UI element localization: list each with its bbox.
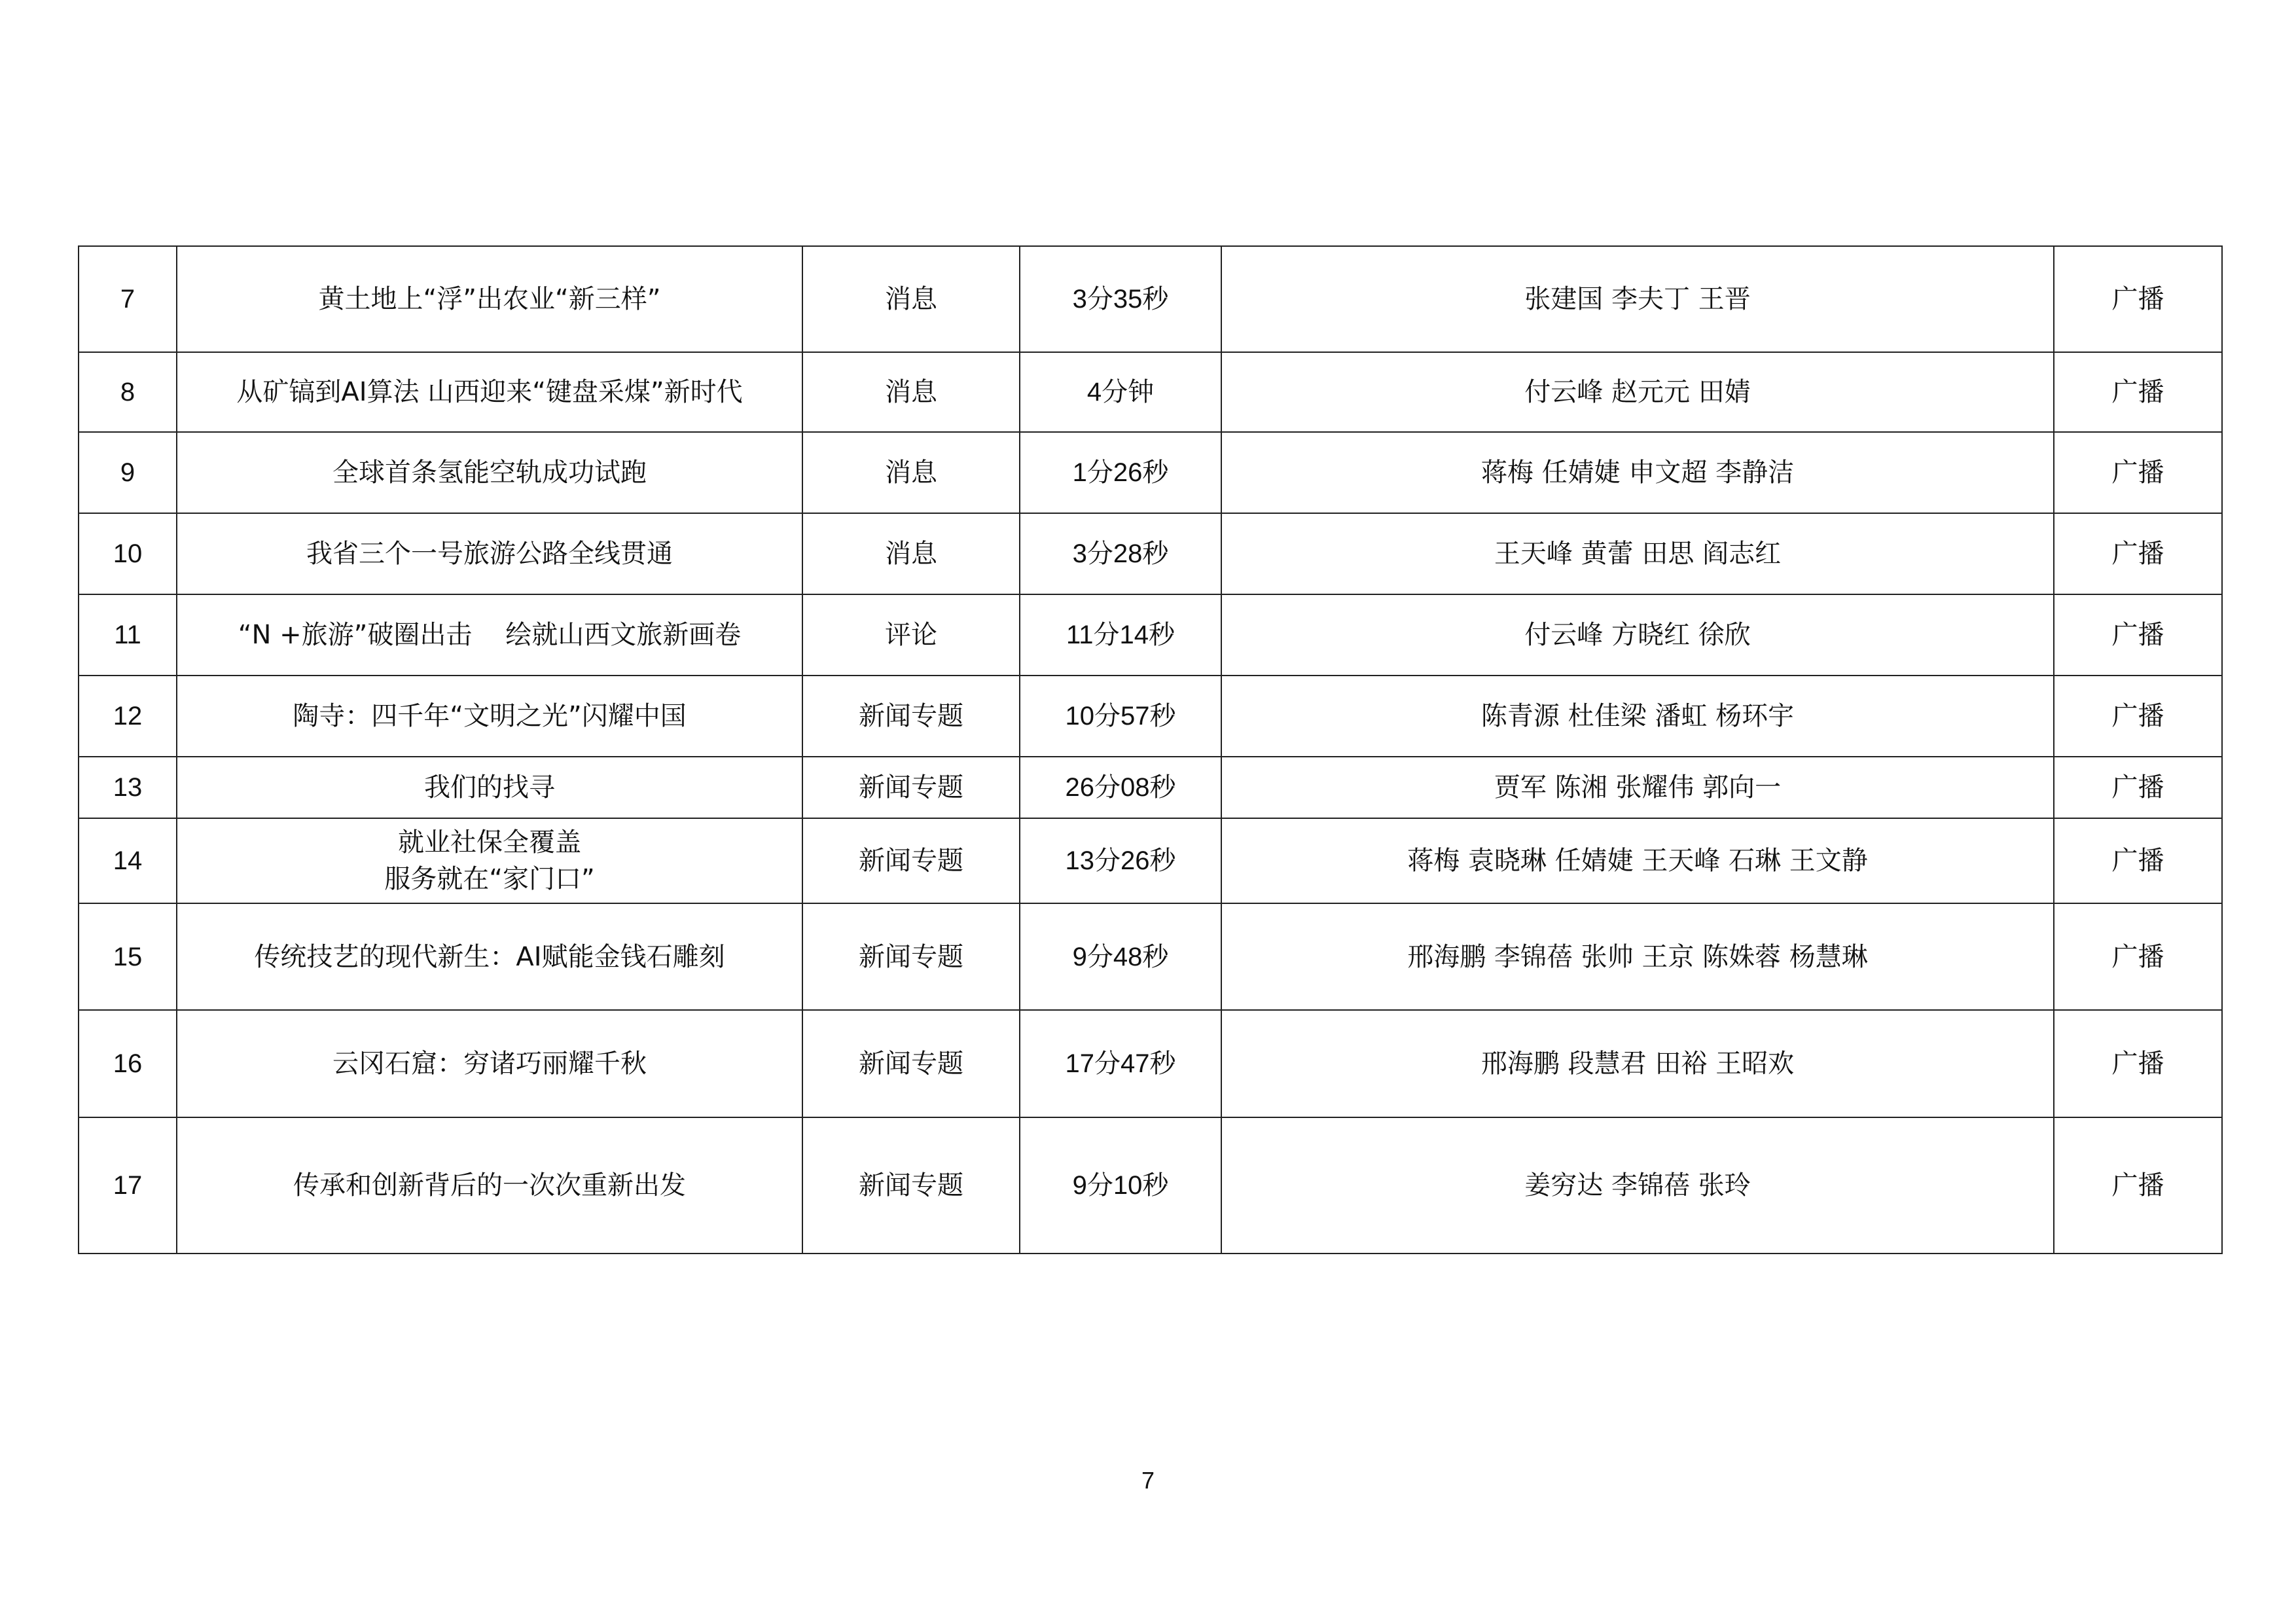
entry-title [177,513,802,594]
entry-number: 10 [79,513,177,594]
page-number: 7 [1141,1467,1155,1494]
entry-platform: 广播 [2054,1010,2222,1117]
entry-title [177,352,802,432]
entry-platform: 广播 [2054,903,2222,1010]
entry-authors: 贾军 陈湘 张耀伟 郭向一 [1221,757,2054,818]
entry-number: 11 [79,594,177,676]
table-row [79,513,2222,594]
entry-duration: 11分14秒 [1020,594,1221,676]
entry-title-line: 从矿镐到AI算法 山西迎来“键盘采煤”新时代 [236,377,743,407]
entry-type: 新闻专题 [802,757,1020,818]
entry-platform: 广播 [2054,676,2222,757]
entry-title [177,676,802,757]
table-row [79,1117,2222,1254]
entry-authors: 陈青源 杜佳梁 潘虹 杨环宇 [1221,676,2054,757]
entry-title [177,1010,802,1117]
entry-number: 9 [79,432,177,513]
entry-title-line: 我们的找寻 [424,772,555,803]
entry-title-line: 我省三个一号旅游公路全线贯通 [306,539,673,569]
entry-type: 新闻专题 [802,1010,1020,1117]
award-entries-table [78,245,2223,1254]
entry-type: 消息 [802,513,1020,594]
entry-platform: 广播 [2054,1117,2222,1254]
entry-duration: 4分钟 [1020,352,1221,432]
entry-duration: 3分28秒 [1020,513,1221,594]
entry-type: 新闻专题 [802,903,1020,1010]
table-row [79,352,2222,432]
entry-title-line: 就业社保全覆盖 [398,827,581,857]
entry-title-line: 云冈石窟：穷诸巧丽耀千秋 [332,1049,647,1079]
entry-type: 新闻专题 [802,818,1020,903]
entry-type: 消息 [802,246,1020,352]
entry-title-line: “N +旅游”破圈出击 绘就山西文旅新画卷 [238,620,742,650]
entry-title-line: 黄土地上“浮”出农业“新三样” [318,284,661,314]
table-row [79,676,2222,757]
entry-type: 消息 [802,352,1020,432]
entry-number: 8 [79,352,177,432]
entry-title [177,1117,802,1254]
entry-type: 评论 [802,594,1020,676]
table-row [79,1010,2222,1117]
entry-platform: 广播 [2054,594,2222,676]
entry-duration: 9分10秒 [1020,1117,1221,1254]
entry-number: 16 [79,1010,177,1117]
entry-authors: 蒋梅 任婧婕 申文超 李静洁 [1221,432,2054,513]
entry-type: 新闻专题 [802,676,1020,757]
entry-authors: 蒋梅 袁晓琳 任婧婕 王天峰 石琳 王文静 [1221,818,2054,903]
entry-authors: 付云峰 赵元元 田婧 [1221,352,2054,432]
entry-authors: 王天峰 黄蕾 田思 阎志红 [1221,513,2054,594]
table-row [79,757,2222,818]
entry-type: 消息 [802,432,1020,513]
entry-duration: 17分47秒 [1020,1010,1221,1117]
table-row [79,818,2222,903]
entry-title [177,432,802,513]
entry-authors: 付云峰 方晓红 徐欣 [1221,594,2054,676]
entry-title [177,594,802,676]
entry-number: 14 [79,818,177,903]
entry-title-line: 传承和创新背后的一次次重新出发 [293,1170,686,1200]
entry-duration: 9分48秒 [1020,903,1221,1010]
entry-number: 15 [79,903,177,1010]
entry-duration: 26分08秒 [1020,757,1221,818]
entry-number: 17 [79,1117,177,1254]
entry-title-line: 服务就在“家门口” [384,864,595,894]
entry-platform: 广播 [2054,513,2222,594]
entry-duration: 13分26秒 [1020,818,1221,903]
entry-authors: 邢海鹏 李锦蓓 张帅 王京 陈姝蓉 杨慧琳 [1221,903,2054,1010]
entry-title [177,903,802,1010]
table-row [79,246,2222,352]
entry-duration: 3分35秒 [1020,246,1221,352]
entry-title [177,757,802,818]
entry-duration: 1分26秒 [1020,432,1221,513]
entry-platform: 广播 [2054,757,2222,818]
entry-title-line: 传统技艺的现代新生：AI赋能金钱石雕刻 [254,941,725,972]
entry-title-line: 全球首条氢能空轨成功试跑 [332,458,647,488]
entry-authors: 邢海鹏 段慧君 田裕 王昭欢 [1221,1010,2054,1117]
entry-title [177,246,802,352]
table-row [79,594,2222,676]
entry-duration: 10分57秒 [1020,676,1221,757]
table-row [79,903,2222,1010]
entry-platform: 广播 [2054,818,2222,903]
entry-number: 12 [79,676,177,757]
entry-authors: 姜穷达 李锦蓓 张玲 [1221,1117,2054,1254]
entry-platform: 广播 [2054,352,2222,432]
entry-type: 新闻专题 [802,1117,1020,1254]
entry-number: 7 [79,246,177,352]
entry-number: 13 [79,757,177,818]
entry-platform: 广播 [2054,432,2222,513]
entry-platform: 广播 [2054,246,2222,352]
entry-title-line: 陶寺：四千年“文明之光”闪耀中国 [293,701,687,731]
entry-authors: 张建国 李夫丁 王晋 [1221,246,2054,352]
entry-title [177,818,802,903]
table-row [79,432,2222,513]
